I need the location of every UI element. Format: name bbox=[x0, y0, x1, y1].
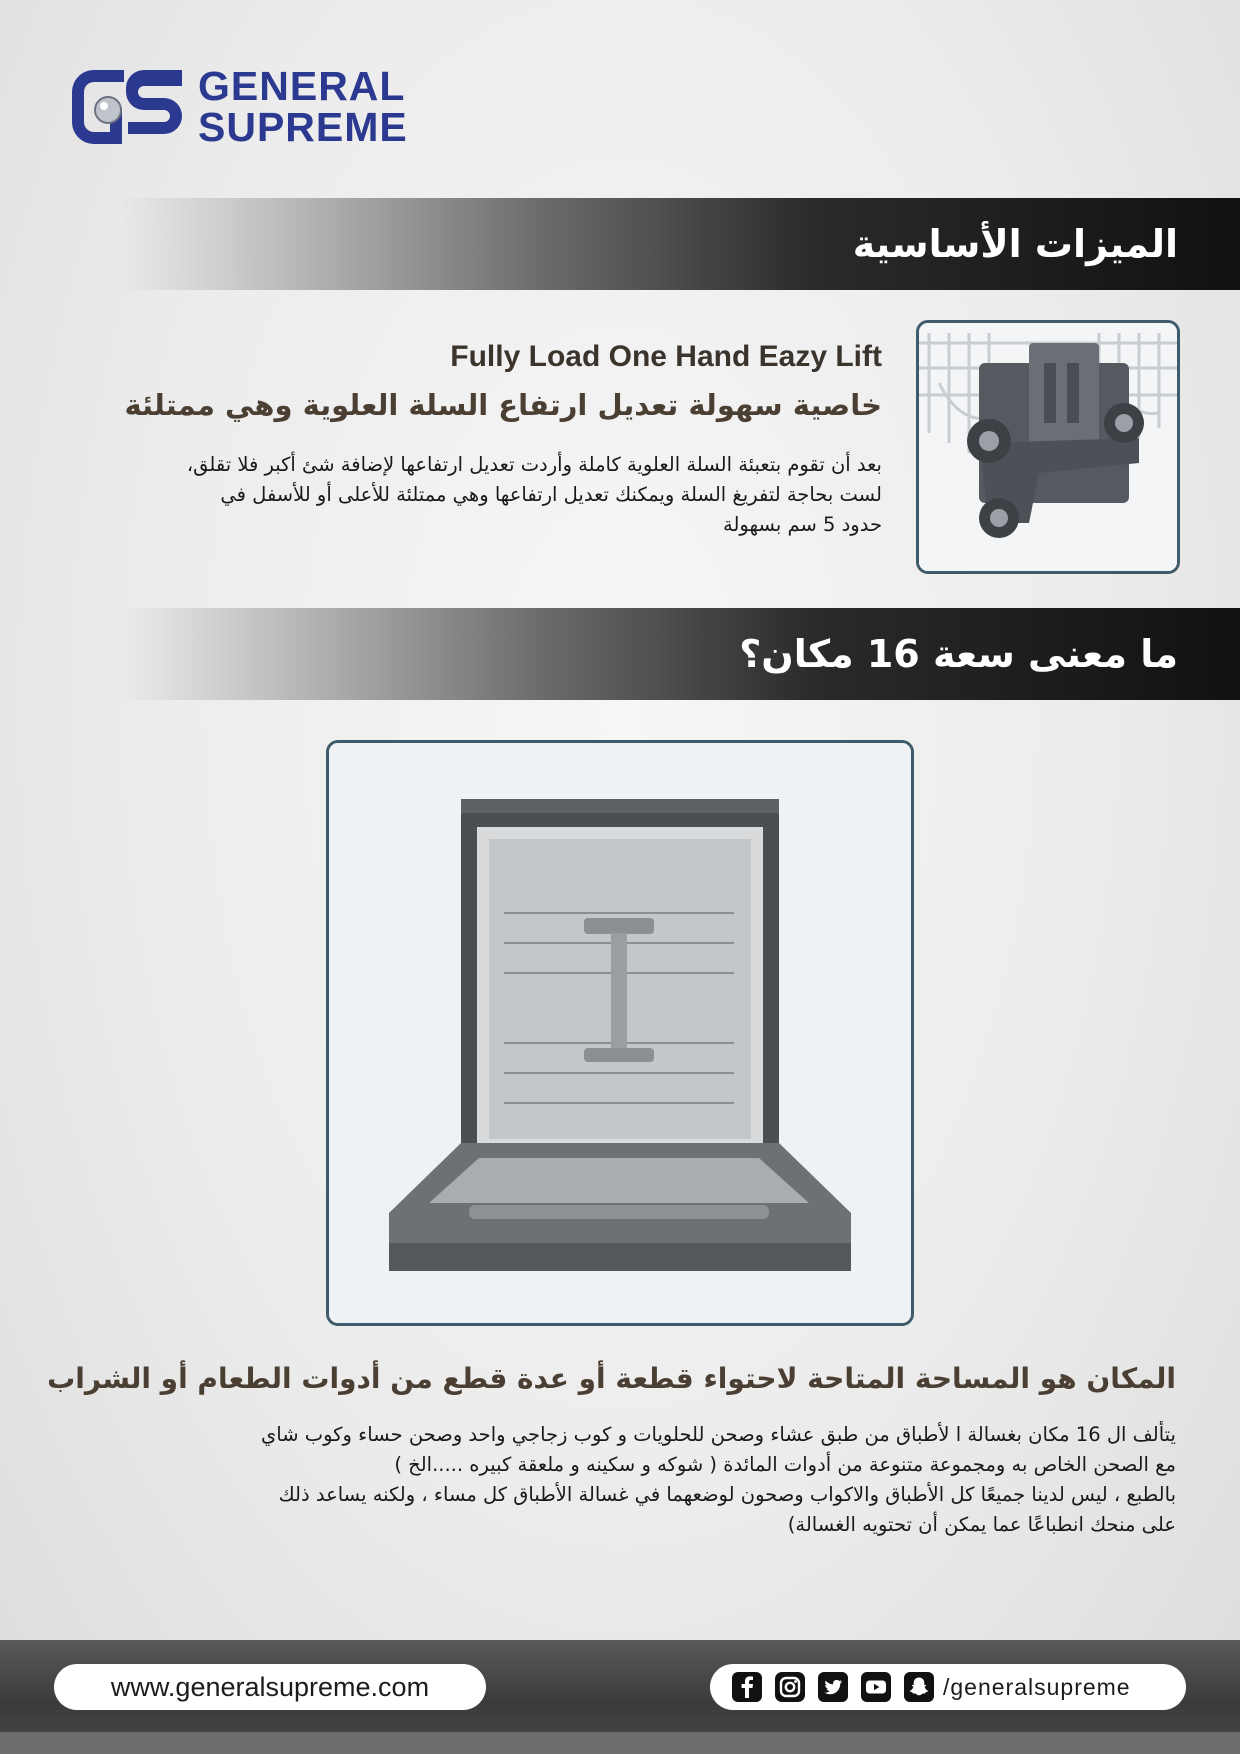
basket-lift-image bbox=[916, 320, 1180, 574]
capacity-description-line: بالطبع ، ليس لدينا جميعًا كل الأطباق والاكواب وصحون لوضعهما في غسالة الأطباق كل مساء ، ولكنه يساعد ذلك bbox=[278, 1483, 1176, 1506]
snapchat-icon[interactable] bbox=[904, 1672, 934, 1702]
section-title-features: الميزات الأساسية bbox=[852, 222, 1178, 266]
capacity-description bbox=[116, 1420, 1176, 1540]
website-link[interactable]: www.generalsupreme.com bbox=[54, 1664, 486, 1710]
brand-name bbox=[198, 63, 408, 150]
social-links bbox=[710, 1664, 1186, 1710]
brand-name-line1: GENERAL bbox=[198, 63, 406, 109]
section-banner-features bbox=[120, 198, 1240, 290]
feature-title-ar: خاصية سهولة تعديل ارتفاع السلة العلوية وهي ممتلئة bbox=[124, 388, 882, 422]
gs-logo-mark bbox=[64, 62, 190, 152]
instagram-icon[interactable] bbox=[775, 1672, 805, 1702]
footer-bottom-strip bbox=[0, 1732, 1240, 1754]
youtube-icon[interactable] bbox=[861, 1672, 891, 1702]
feature-description-line: بعد أن تقوم بتعبئة السلة العلوية كاملة وأردت تعديل ارتفاعها لإضافة شئ أكبر فلا تقلق، bbox=[186, 453, 882, 476]
section-banner-capacity bbox=[120, 608, 1240, 700]
section-title-capacity: ما معنى سعة 16 مكان؟ bbox=[739, 632, 1178, 676]
brand-name-line2: SUPREME bbox=[198, 104, 408, 150]
social-handle[interactable]: /generalsupreme bbox=[943, 1673, 1131, 1700]
feature-title-en: Fully Load One Hand Eazy Lift bbox=[450, 340, 882, 373]
twitter-icon[interactable] bbox=[818, 1672, 848, 1702]
footer bbox=[0, 1640, 1240, 1754]
dishwasher-image bbox=[326, 740, 914, 1326]
capacity-description-line: مع الصحن الخاص به ومجموعة متنوعة من أدوات المائدة ( شوكه و سكينه و ملعقة كبيره .....الخ ) bbox=[394, 1453, 1176, 1476]
feature-description-line: حدود 5 سم بسهولة bbox=[722, 513, 882, 536]
capacity-description-line: على منحك انطباعًا عما يمكن أن تحتويه الغسالة) bbox=[787, 1513, 1176, 1536]
feature-description-line: لست بحاجة لتفريغ السلة ويمكنك تعديل ارتفاعها وهي ممتلئة للأعلى أو للأسفل في bbox=[220, 483, 882, 506]
facebook-icon[interactable] bbox=[732, 1672, 762, 1702]
brand-logo bbox=[64, 62, 408, 152]
feature-description bbox=[92, 450, 882, 540]
capacity-description-line: يتألف ال 16 مكان بغسالة ا لأطباق من طبق عشاء وصحن للحلويات و كوب زجاجي واحد وصحن حساء وكوب شاي bbox=[261, 1423, 1176, 1446]
basket-lift-illustration bbox=[919, 323, 1177, 571]
capacity-caption-title: المكان هو المساحة المتاحة لاحتواء قطعة أو عدة قطع من أدوات الطعام أو الشراب bbox=[47, 1362, 1176, 1395]
dishwasher-illustration bbox=[329, 743, 911, 1323]
